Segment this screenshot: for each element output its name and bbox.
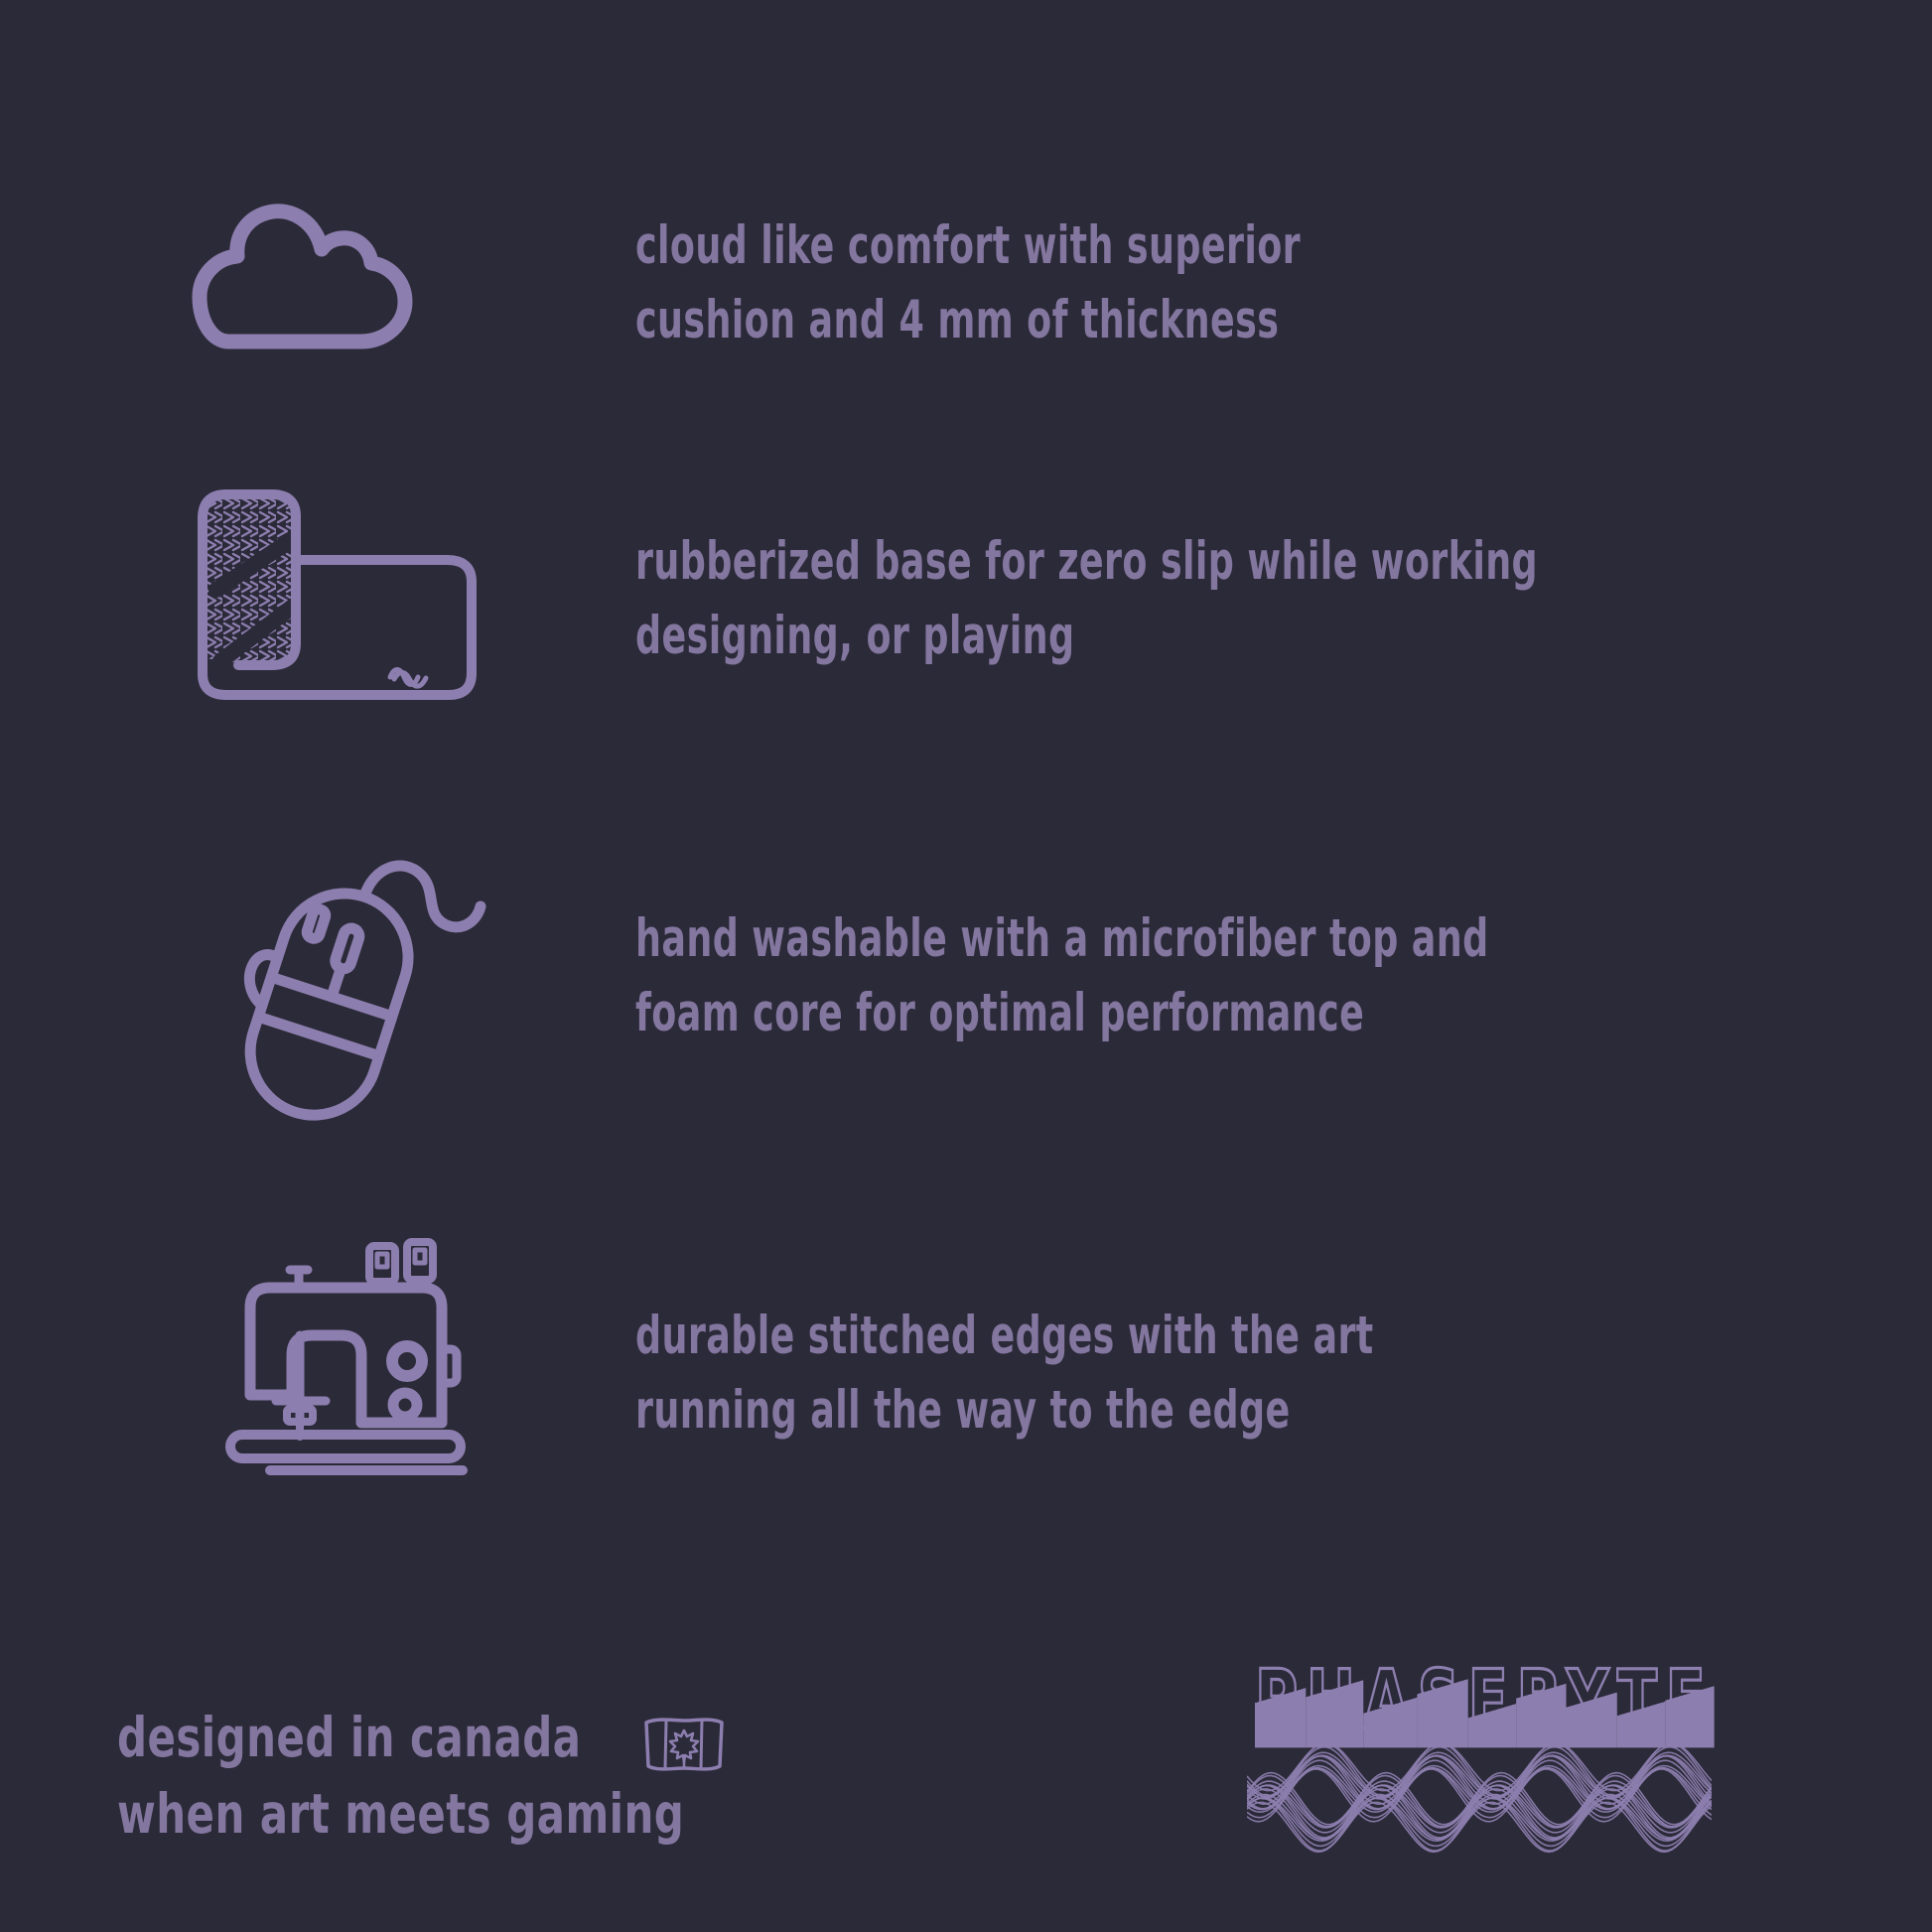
tagline-line-1: designed in canada: [117, 1706, 582, 1770]
brand-letter: A: [1363, 1652, 1418, 1748]
feature-text-line: cushion and 4 mm of thickness: [635, 289, 1280, 350]
feature-2-text: [635, 524, 1538, 673]
feature-text-line: cloud like comfort with superior: [635, 214, 1302, 277]
feature-text-line: foam core for optimal performance: [635, 982, 1365, 1043]
feature-text-line: hand washable with a microfiber top and: [635, 907, 1489, 970]
tagline-line-2: when art meets gaming: [117, 1782, 685, 1847]
brand-letter: S: [1417, 1652, 1468, 1748]
sound-waves-decoration: [1247, 1745, 1712, 1857]
brand-letter: Y: [1566, 1652, 1617, 1748]
feature-text-line: designing, or playing: [635, 605, 1075, 666]
canada-flag-icon: [640, 1714, 728, 1777]
feature-1-text: [635, 208, 1301, 357]
tagline: [117, 1700, 684, 1853]
cloud-icon: [174, 191, 427, 361]
brand-logo: [1255, 1652, 1714, 1747]
feature-text-line: running all the way to the edge: [635, 1379, 1291, 1441]
feature-text-line: rubberized base for zero slip while working: [635, 530, 1539, 593]
feature-text-line: durable stitched edges with the art: [635, 1305, 1374, 1367]
feature-4-text: [635, 1299, 1374, 1448]
mouse-icon: [179, 829, 491, 1142]
brand-letter: P: [1255, 1652, 1307, 1748]
feature-3-text: [635, 901, 1489, 1050]
brand-letter: T: [1616, 1652, 1666, 1748]
sewing-machine-icon: [181, 1234, 479, 1484]
mousepad-icon: [187, 483, 484, 716]
brand-letter: E: [1665, 1652, 1715, 1748]
brand-letter: H: [1306, 1652, 1364, 1748]
brand-letter: B: [1516, 1652, 1567, 1748]
brand-letter: E: [1467, 1652, 1517, 1748]
